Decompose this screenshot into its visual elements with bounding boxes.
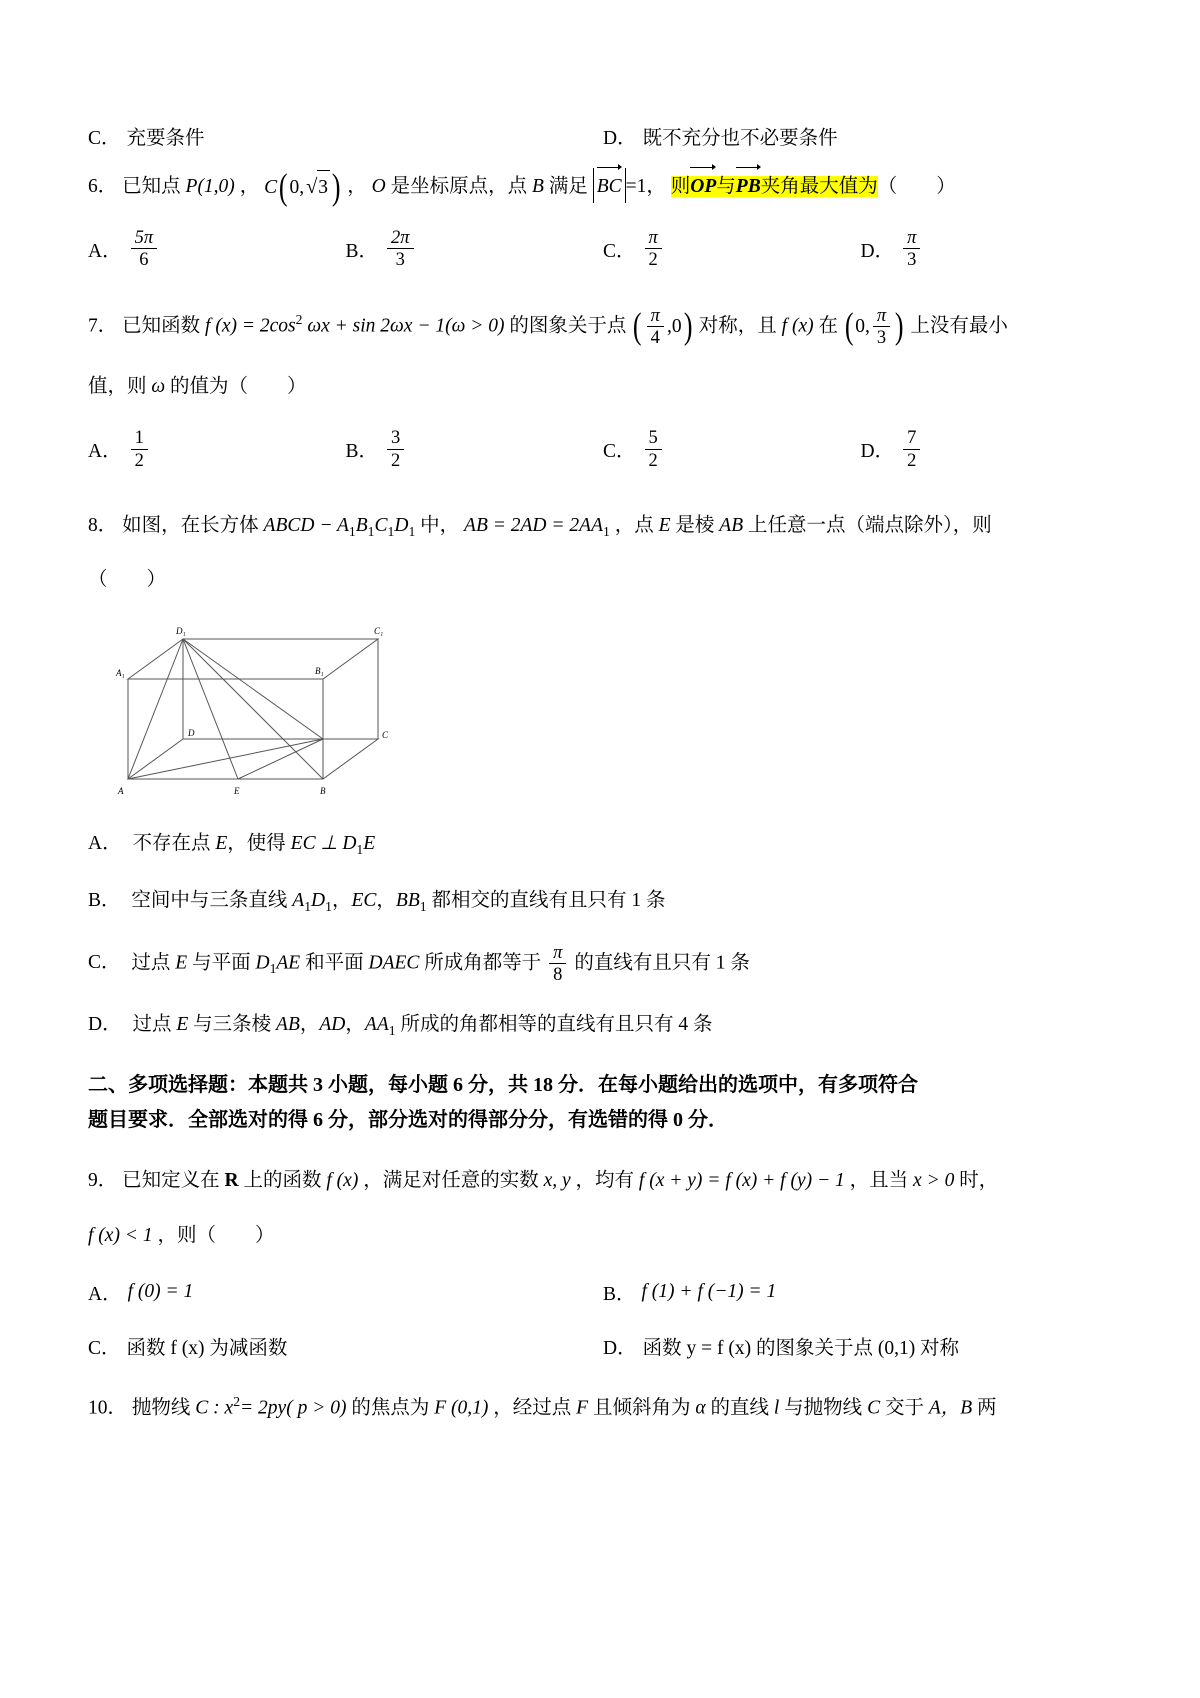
sqrt-icon: √3 (304, 170, 330, 205)
q8-text-5: 上任意一点（端点除外），则 (747, 514, 992, 536)
q9-text-1: 已知定义在 (122, 1169, 220, 1191)
figure-label-a: A (118, 786, 124, 797)
q10-text-5: 的直线 (710, 1397, 769, 1419)
q8-option-d-c1: ， (299, 1014, 320, 1036)
q8-option-c-sub: 1 (269, 960, 277, 976)
q8-option-b-a: A (292, 889, 305, 911)
q9-option-c-label: C． (88, 1338, 121, 1360)
q10-text-6: 与抛物线 (784, 1397, 863, 1419)
q7-func: f (x) = 2cos (205, 314, 296, 336)
figure-label-d: D (188, 728, 195, 739)
q6-hl-3: 夹角最大值为 (760, 176, 878, 197)
q10-text-8: 两 (977, 1397, 997, 1419)
question-8-stem-line2 (88, 563, 1118, 596)
q8-option-c-ae: AE (276, 951, 301, 973)
q9-line2-b: ，则（ ） (157, 1225, 275, 1247)
q7-option-d-value: $\frac{7}{2}$ (903, 427, 920, 471)
q8-option-a-e: E (215, 833, 228, 855)
q6-options-row (88, 227, 1118, 271)
q8-option-d-aa: AA (364, 1014, 389, 1036)
q7-fx: f (x) (781, 314, 814, 336)
q8-option-d-t0: 过点 (132, 1014, 177, 1036)
q8-option-a-sub: 1 (356, 841, 364, 857)
q10-number: 10． (88, 1397, 128, 1419)
paren-right-glyph: ) (894, 305, 904, 347)
vector-bc: BC (597, 168, 622, 203)
q8-option-a-t0: 不存在点 (132, 833, 216, 855)
q9-option-d (603, 1332, 1118, 1360)
q6-option-a-label: A． (88, 240, 122, 262)
q8-solid-sub1: 1 (348, 523, 356, 539)
q8-option-b-c1: ， (331, 889, 352, 911)
q9-options-row-2 (88, 1332, 1118, 1360)
q6-abs-bc (593, 168, 626, 203)
q8-condition-sub: 1 (603, 523, 610, 539)
q6-text-2: 是坐标原点，点 (390, 176, 528, 197)
q9-option-c (88, 1332, 603, 1360)
q10-text-7: 交于 (884, 1397, 924, 1419)
q8-option-a-expr: EC ⊥ D (290, 833, 357, 855)
question-8-stem (88, 509, 1118, 543)
q8-option-b-sub3: 1 (419, 898, 427, 914)
q8-option-b-sub1: 1 (304, 898, 312, 914)
q9-option-a-label: A． (88, 1284, 122, 1306)
q8-option-b-tail: 都相交的直线有且只有 1 条 (426, 889, 666, 911)
paren-left-glyph: ( (844, 305, 854, 347)
q5-options-row (88, 122, 1118, 150)
q8-option-a (88, 828, 1118, 861)
q6-number: 6． (88, 176, 118, 197)
section-2-heading-line2: 题目要求．全部选对的得 6 分，部分选对的得部分分，有选错的得 0 分． (88, 1108, 728, 1131)
q7-option-b-value: $\frac{3}{2}$ (387, 427, 404, 471)
q8-option-b (88, 885, 1118, 918)
q7-interval-left: 0, (855, 315, 870, 337)
vector-pb: PB (736, 168, 761, 203)
q6-option-b-value: $\frac{2\pi}{3}$ (387, 227, 414, 271)
q8-option-d (88, 1009, 1118, 1042)
cuboid-diagram-svg (108, 614, 408, 804)
q6-comma-3: ， (646, 176, 666, 197)
q9-option-a-text: f (0) = 1 (127, 1281, 194, 1303)
q8-option-b-bb: BB (395, 889, 420, 911)
q8-text-4: 是棱 (675, 514, 715, 536)
q6-option-b-label: B． (345, 240, 379, 262)
q8-solid-sub3: 1 (387, 523, 395, 539)
q10-curve-c: C (867, 1397, 881, 1419)
q9-option-d-text: 函数 y = f (x) 的图象关于点 (0,1) 对称 (642, 1338, 960, 1360)
paren-right-glyph: ) (683, 305, 693, 347)
q8-option-b-ec: EC (351, 889, 377, 911)
q10-text-3: ，经过点 (493, 1397, 572, 1419)
q8-solid: ABCD − A (263, 514, 349, 536)
q8-option-d-sub: 1 (388, 1023, 396, 1039)
q9-fx: f (x) (326, 1169, 359, 1191)
q9-option-d-label: D． (603, 1338, 637, 1360)
figure-label-a1: A₁ (116, 668, 125, 679)
q6-point-p: P(1,0) (185, 176, 235, 197)
q6-option-d (861, 227, 1119, 271)
vector-arrow-icon (736, 163, 761, 171)
q10-line-l: l (773, 1397, 780, 1419)
q5-option-d-label: D． (603, 128, 637, 149)
q10-text-2: 的焦点为 (351, 1397, 430, 1419)
q7-interval (843, 305, 906, 349)
q7-option-a (88, 427, 346, 471)
q6-point-c (264, 166, 342, 208)
q9-option-b-text: f (1) + f (−1) = 1 (641, 1281, 777, 1303)
q8-condition: AB = 2AD = 2AA (464, 514, 603, 536)
q7-text-1: 已知函数 (122, 314, 201, 336)
q6-point-c-y: 3 (317, 170, 330, 204)
q10-points: A，B (928, 1397, 973, 1419)
vector-arrow-icon (597, 163, 622, 171)
q6-option-c-label: C． (603, 240, 636, 262)
q6-comma-1: ， (239, 176, 260, 197)
q8-option-b-c2: ， (376, 889, 396, 911)
q6-option-d-value: $\frac{\pi}{3}$ (903, 227, 920, 271)
question-6-stem (88, 166, 1118, 208)
q7-option-a-value: $\frac{1}{2}$ (131, 427, 148, 471)
q8-option-d-tail: 所成的角都相等的直线有且只有 4 条 (395, 1014, 713, 1036)
q9-vars: x, y (543, 1169, 571, 1191)
q8-option-c-tail: 的直线有且只有 1 条 (569, 951, 750, 973)
q5-option-c-label: C． (88, 128, 121, 149)
q10-text-1: 抛物线 (131, 1397, 191, 1419)
q9-real-set: R (224, 1169, 239, 1191)
q6-text-3: 满足 (548, 176, 588, 197)
q8-option-c-d: D (255, 951, 270, 973)
q8-solid-sub2: 1 (367, 523, 375, 539)
q6-option-b (346, 227, 604, 271)
q7-func-2: ωx + sin 2ωx − 1(ω > 0) (307, 314, 505, 336)
q8-option-c-fraction: $\frac{\pi}{8}$ (549, 942, 566, 986)
q9-text-5: ，且当 (849, 1169, 909, 1191)
q5-option-d-text: 既不充分也不必要条件 (642, 128, 838, 149)
q9-number: 9． (88, 1169, 118, 1191)
q8-option-c-daec: DAEC (368, 951, 420, 973)
question-9-stem-line2 (88, 1219, 1118, 1252)
q10-alpha: α (695, 1397, 706, 1419)
q10-focus: F (0,1) (434, 1397, 489, 1419)
vector-arrow-icon (690, 163, 716, 171)
q9-text-2: 上的函数 (243, 1169, 322, 1191)
q9-text-4: ，均有 (575, 1169, 635, 1191)
q8-option-d-t2: 与三条棱 (188, 1014, 277, 1036)
q9-option-c-text: 函数 f (x) 为减函数 (126, 1338, 288, 1360)
q9-option-b (603, 1278, 1118, 1306)
q6-eq-one: =1 (625, 176, 647, 197)
q8-option-d-c2: ， (345, 1014, 365, 1036)
vector-op: OP (690, 168, 716, 203)
q8-edge-ab: AB (719, 514, 744, 536)
q8-option-c-t2: 与平面 (187, 951, 256, 973)
q5-option-c-text: 充要条件 (126, 128, 205, 149)
q7-text-5: 上没有最小 (910, 314, 1008, 336)
figure-label-b: B (320, 786, 326, 797)
q7-exponent: 2 (295, 311, 303, 327)
q6-comma-2: ， (347, 176, 367, 197)
q10-text-4: 且倾斜角为 (592, 1397, 691, 1419)
q7-option-b-label: B． (345, 441, 379, 463)
q9-options-row-1 (88, 1278, 1118, 1306)
q6-tail: （ ） (877, 176, 956, 197)
q8-option-d-ab: AB (276, 1014, 300, 1036)
q9-text-6: 时， (959, 1169, 999, 1191)
q10-curve: C : x (195, 1397, 234, 1419)
q6-origin: O (371, 176, 386, 197)
q8-option-b-t0: 空间中与三条直线 (131, 889, 293, 911)
figure-label-c: C (382, 730, 389, 741)
question-9-stem (88, 1164, 1118, 1197)
q10-curve-rest: = 2py( p > 0) (240, 1397, 347, 1419)
q8-option-d-label: D． (88, 1014, 122, 1036)
q9-option-b-label: B． (603, 1284, 636, 1306)
q5-option-c (88, 122, 603, 150)
q8-option-a-label: A． (88, 833, 122, 855)
question-7-stem (88, 305, 1118, 349)
q7-option-b (346, 427, 604, 471)
q8-solid-sub4: 1 (408, 523, 416, 539)
q6-point-c-name: C (264, 176, 278, 198)
q6-option-a (88, 227, 346, 271)
section-2-heading-line1: 二、多项选择题：本题共 3 小题，每小题 6 分，共 18 分．在每小题给出的选项中，有多项符合 (88, 1073, 918, 1096)
q6-option-d-label: D． (860, 240, 895, 262)
paren-left-glyph: ( (633, 305, 642, 347)
q7-text-3: 对称，且 (698, 314, 777, 336)
paren-right-glyph: ) (331, 166, 341, 208)
q8-option-c-t0: 过点 (131, 951, 176, 973)
q8-option-d-ad: AD (319, 1014, 346, 1036)
q8-option-b-label: B． (88, 889, 121, 911)
q8-option-a-t2: ，使得 (227, 833, 291, 855)
paren-left-glyph: ( (278, 166, 288, 208)
q7-option-d-label: D． (860, 441, 895, 463)
q8-point-e: E (658, 514, 671, 536)
q6-text-1: 已知点 (122, 176, 181, 197)
q6-option-c-value: $\frac{\pi}{2}$ (645, 227, 662, 271)
q8-solid-b: B (355, 514, 368, 536)
q6-point-c-x: 0, (289, 176, 305, 198)
q8-text-2: 中， (420, 514, 460, 536)
q9-equation: f (x + y) = f (x) + f (y) − 1 (638, 1169, 845, 1191)
q7-option-c (603, 427, 861, 471)
q7-point-fraction: $\frac{\pi}{4}$ (647, 305, 664, 349)
figure-label-b1: B₁ (315, 666, 324, 677)
figure-label-c1: C₁ (374, 626, 384, 637)
q8-option-d-e: E (176, 1014, 189, 1036)
cuboid-diagram (108, 614, 408, 804)
q6-highlighted-segment (671, 176, 878, 197)
q7-text-2: 的图象关于点 (509, 314, 627, 336)
q8-option-c-e: E (175, 951, 188, 973)
q7-text-4: 在 (818, 314, 838, 336)
q8-text-1: 如图，在长方体 (122, 514, 259, 536)
q8-option-c-t8: 所成角都等于 (419, 951, 547, 973)
q7-point-rest: ,0 (666, 315, 682, 337)
q8-option-b-d: D (311, 889, 326, 911)
q8-option-b-sub2: 1 (325, 898, 332, 914)
q9-option-a (88, 1278, 603, 1306)
q7-options-row (88, 427, 1118, 471)
q6-hl-1: 则 (670, 176, 691, 197)
q9-condition: x > 0 (913, 1169, 955, 1191)
q7-option-c-label: C． (603, 441, 636, 463)
q8-option-c-t6: 和平面 (300, 951, 369, 973)
q10-point-f: F (576, 1397, 589, 1419)
q7-omega: ω (151, 376, 166, 398)
q6-option-a-value: $\frac{5\pi}{6}$ (131, 227, 158, 271)
figure-label-d1: D₁ (176, 626, 186, 637)
q7-symmetry-point (631, 305, 694, 349)
q7-line2-a: 值，则 (88, 376, 147, 398)
figure-label-e: E (234, 786, 240, 797)
question-10-stem (88, 1390, 1118, 1425)
q7-option-a-label: A． (88, 441, 122, 463)
page-content (88, 108, 1118, 1425)
q8-solid-c: C (374, 514, 388, 536)
q9-line2-a: f (x) < 1 (88, 1225, 153, 1247)
question-7-stem-line2 (88, 370, 1118, 403)
q6-point-b: B (532, 176, 544, 197)
q10-curve-exponent: 2 (233, 1394, 241, 1410)
q8-text-3: ，点 (614, 514, 654, 536)
q5-option-d (603, 122, 1118, 150)
q7-interval-fraction: $\frac{\pi}{3}$ (873, 305, 890, 349)
q8-number: 8． (88, 514, 118, 536)
q7-number: 7． (88, 314, 118, 336)
q8-option-a-e2: E (363, 833, 376, 855)
q7-option-d (861, 427, 1119, 471)
q7-option-c-value: $\frac{5}{2}$ (645, 427, 662, 471)
q7-line2-b: 的值为（ ） (170, 376, 307, 398)
q8-line2: （ ） (88, 568, 167, 590)
q9-text-3: ，满足对任意的实数 (363, 1169, 539, 1191)
q6-option-c (603, 227, 861, 271)
q6-hl-2: 与 (716, 176, 736, 197)
q8-option-c-label: C． (88, 951, 121, 973)
q8-solid-d: D (394, 514, 409, 536)
q8-option-c (88, 942, 1118, 986)
